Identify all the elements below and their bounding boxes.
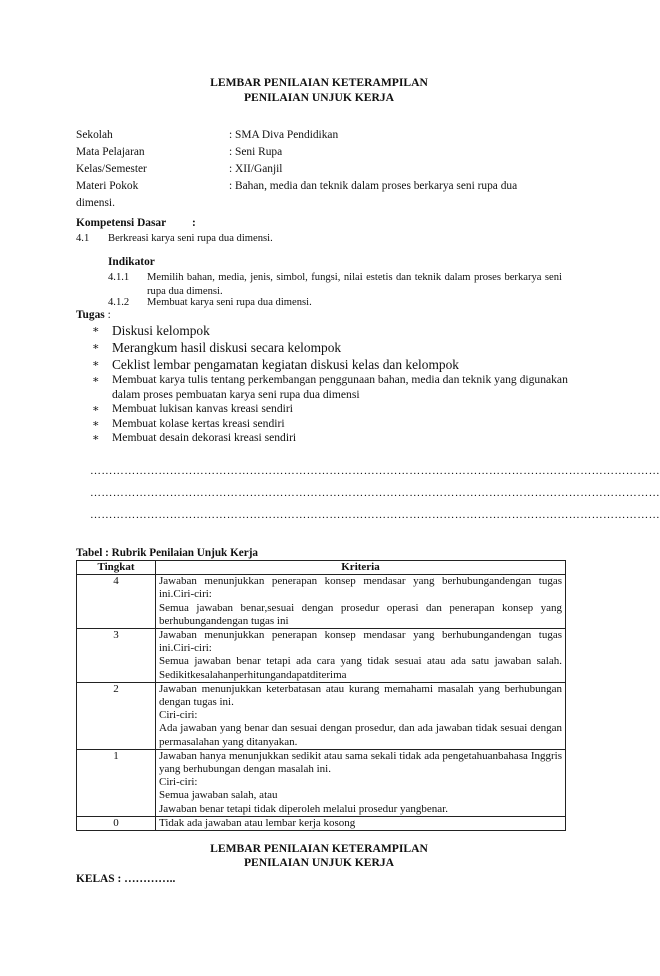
info-value: : XII/Ganjil <box>229 163 283 175</box>
criteria-line: Ada jawaban yang benar dan sesuai dengan prosedur, dan ada jawaban tidak sesuai dengan permasalahan yang ditanyakan. <box>159 722 562 748</box>
kompetensi-heading: Kompetensi Dasar <box>76 217 167 229</box>
list-item <box>90 339 570 356</box>
level-cell: 0 <box>77 816 156 830</box>
list-item <box>90 356 570 373</box>
table-header-row <box>77 561 566 575</box>
dotted-line: …………………………………………………………………………………………………………………………………… <box>90 509 660 521</box>
indikator-text: Membuat karya seni rupa dua dimensi. <box>147 297 312 308</box>
criteria-line: Semua jawaban benar tetapi ada cara yang tidak sesuai atau ada satu jawaban salah. Sedikitkesalahanperhitungandapatditerima <box>159 655 562 681</box>
asterisk-bullet-icon: ∗ <box>92 403 100 415</box>
criteria-line: Semua jawaban salah, atau <box>159 789 278 802</box>
tugas-list <box>90 322 570 446</box>
info-value: : Seni Rupa <box>229 146 283 158</box>
tugas-colon: : <box>104 309 111 321</box>
criteria-cell <box>156 575 566 629</box>
criteria-cell <box>156 816 566 830</box>
footer-title-line2: PENILAIAN UNJUK KERJA <box>243 856 395 869</box>
tugas-heading: Tugas <box>76 309 105 321</box>
asterisk-bullet-icon: ∗ <box>92 324 100 336</box>
list-item-text: Membuat kolase kertas kreasi sendiri <box>112 416 285 430</box>
kompetensi-number: 4.1 <box>76 233 90 244</box>
asterisk-bullet-icon: ∗ <box>92 358 100 370</box>
criteria-line: Ciri-ciri: <box>159 709 198 722</box>
table-row <box>77 682 566 749</box>
level-cell: 4 <box>77 575 156 629</box>
dotted-line: …………………………………………………………………………………………………………………………………… <box>90 465 660 477</box>
list-item-text: Ceklist lembar pengamatan kegiatan diskusi kelas dan kelompok <box>112 357 459 372</box>
kompetensi-colon: : <box>192 217 196 229</box>
criteria-line: Jawaban hanya menunjukkan sedikit atau sama sekali tidak ada pengetahuanbahasa Inggris yang berhubungan dengan masalah ini. <box>159 749 562 776</box>
asterisk-bullet-icon: ∗ <box>92 417 100 430</box>
asterisk-bullet-icon: ∗ <box>92 374 100 386</box>
list-item-text: Membuat lukisan kanvas kreasi sendiri <box>112 402 293 415</box>
criteria-cell <box>156 749 566 816</box>
doc-title-line1: LEMBAR PENILAIAN KETERAMPILAN <box>210 76 428 89</box>
criteria-line: Ciri-ciri: <box>159 776 198 789</box>
dotted-line: …………………………………………………………………………………………………………………………………… <box>90 487 660 499</box>
criteria-line: Semua jawaban benar,sesuai dengan prosedur operasi dan penerapan konsep yang berhubungandengan tugas ini <box>159 601 562 627</box>
table-row <box>77 575 566 629</box>
criteria-cell <box>156 682 566 749</box>
list-item <box>90 417 570 432</box>
criteria-line: Tidak ada jawaban atau lembar kerja kosong <box>159 816 356 829</box>
table-row <box>77 816 566 830</box>
asterisk-bullet-icon: ∗ <box>92 432 100 444</box>
criteria-line: Jawaban menunjukkan penerapan konsep mendasar yang berhubungandengan tugas ini.Ciri-ciri: <box>159 629 562 655</box>
indikator-number: 4.1.2 <box>108 297 130 308</box>
indikator-number: 4.1.1 <box>108 272 130 283</box>
info-label: Kelas/Semester <box>76 163 147 175</box>
column-header-tingkat: Tingkat <box>77 561 156 575</box>
footer-title-line1: LEMBAR PENILAIAN KETERAMPILAN <box>210 842 428 855</box>
doc-title-line2: PENILAIAN UNJUK KERJA <box>243 91 395 104</box>
tugas-heading-wrap <box>76 308 111 323</box>
indikator-text: Memilih bahan, media, jenis, simbol, fungsi, nilai estetis dan teknik dalam proses berkarya seni rupa dua dimensi. <box>147 272 562 297</box>
column-header-kriteria: Kriteria <box>156 561 566 575</box>
level-cell: 2 <box>77 682 156 749</box>
list-item-text: Membuat desain dekorasi kreasi sendiri <box>112 431 297 444</box>
table-row <box>77 749 566 816</box>
list-item-text: Diskusi kelompok <box>112 323 210 338</box>
criteria-line: Jawaban menunjukkan penerapan konsep mendasar yang berhubungandengan tugas ini.Ciri-ciri: <box>159 575 562 601</box>
info-label: Mata Pelajaran <box>76 146 145 158</box>
list-item-text: Membuat karya tulis tentang perkembangan penggunaan bahan, media dan teknik yang digunakan dalam proses pembuatan karya seni rupa dua dimensi <box>112 373 568 401</box>
table-caption: Tabel : Rubrik Penilaian Unjuk Kerja <box>76 547 259 559</box>
info-value: : SMA Diva Pendidikan <box>229 129 339 141</box>
list-item <box>90 322 570 339</box>
info-value: : Bahan, media dan teknik dalam proses berkarya seni rupa dua <box>229 180 518 192</box>
kelas-field: KELAS : ………….. <box>76 873 176 885</box>
level-cell: 3 <box>77 629 156 683</box>
criteria-cell <box>156 629 566 683</box>
list-item <box>90 402 570 417</box>
list-item-text: Merangkum hasil diskusi secara kelompok <box>112 340 342 355</box>
list-item <box>90 373 570 402</box>
kompetensi-text: Berkreasi karya seni rupa dua dimensi. <box>108 233 273 244</box>
asterisk-bullet-icon: ∗ <box>92 341 100 353</box>
info-label: Sekolah <box>76 129 113 141</box>
indikator-heading: Indikator <box>108 256 155 268</box>
rubric-table <box>76 560 566 831</box>
info-label: Materi Pokok <box>76 180 139 192</box>
list-item <box>90 431 570 446</box>
criteria-line: Jawaban benar tetapi tidak diperoleh melalui prosedur yangbenar. <box>159 802 448 815</box>
level-cell: 1 <box>77 749 156 816</box>
info-continuation: dimensi. <box>76 197 115 209</box>
table-row <box>77 629 566 683</box>
criteria-line: Jawaban menunjukkan keterbatasan atau kurang memahami masalah yang berhubungan dengan tugas ini. <box>159 682 562 709</box>
